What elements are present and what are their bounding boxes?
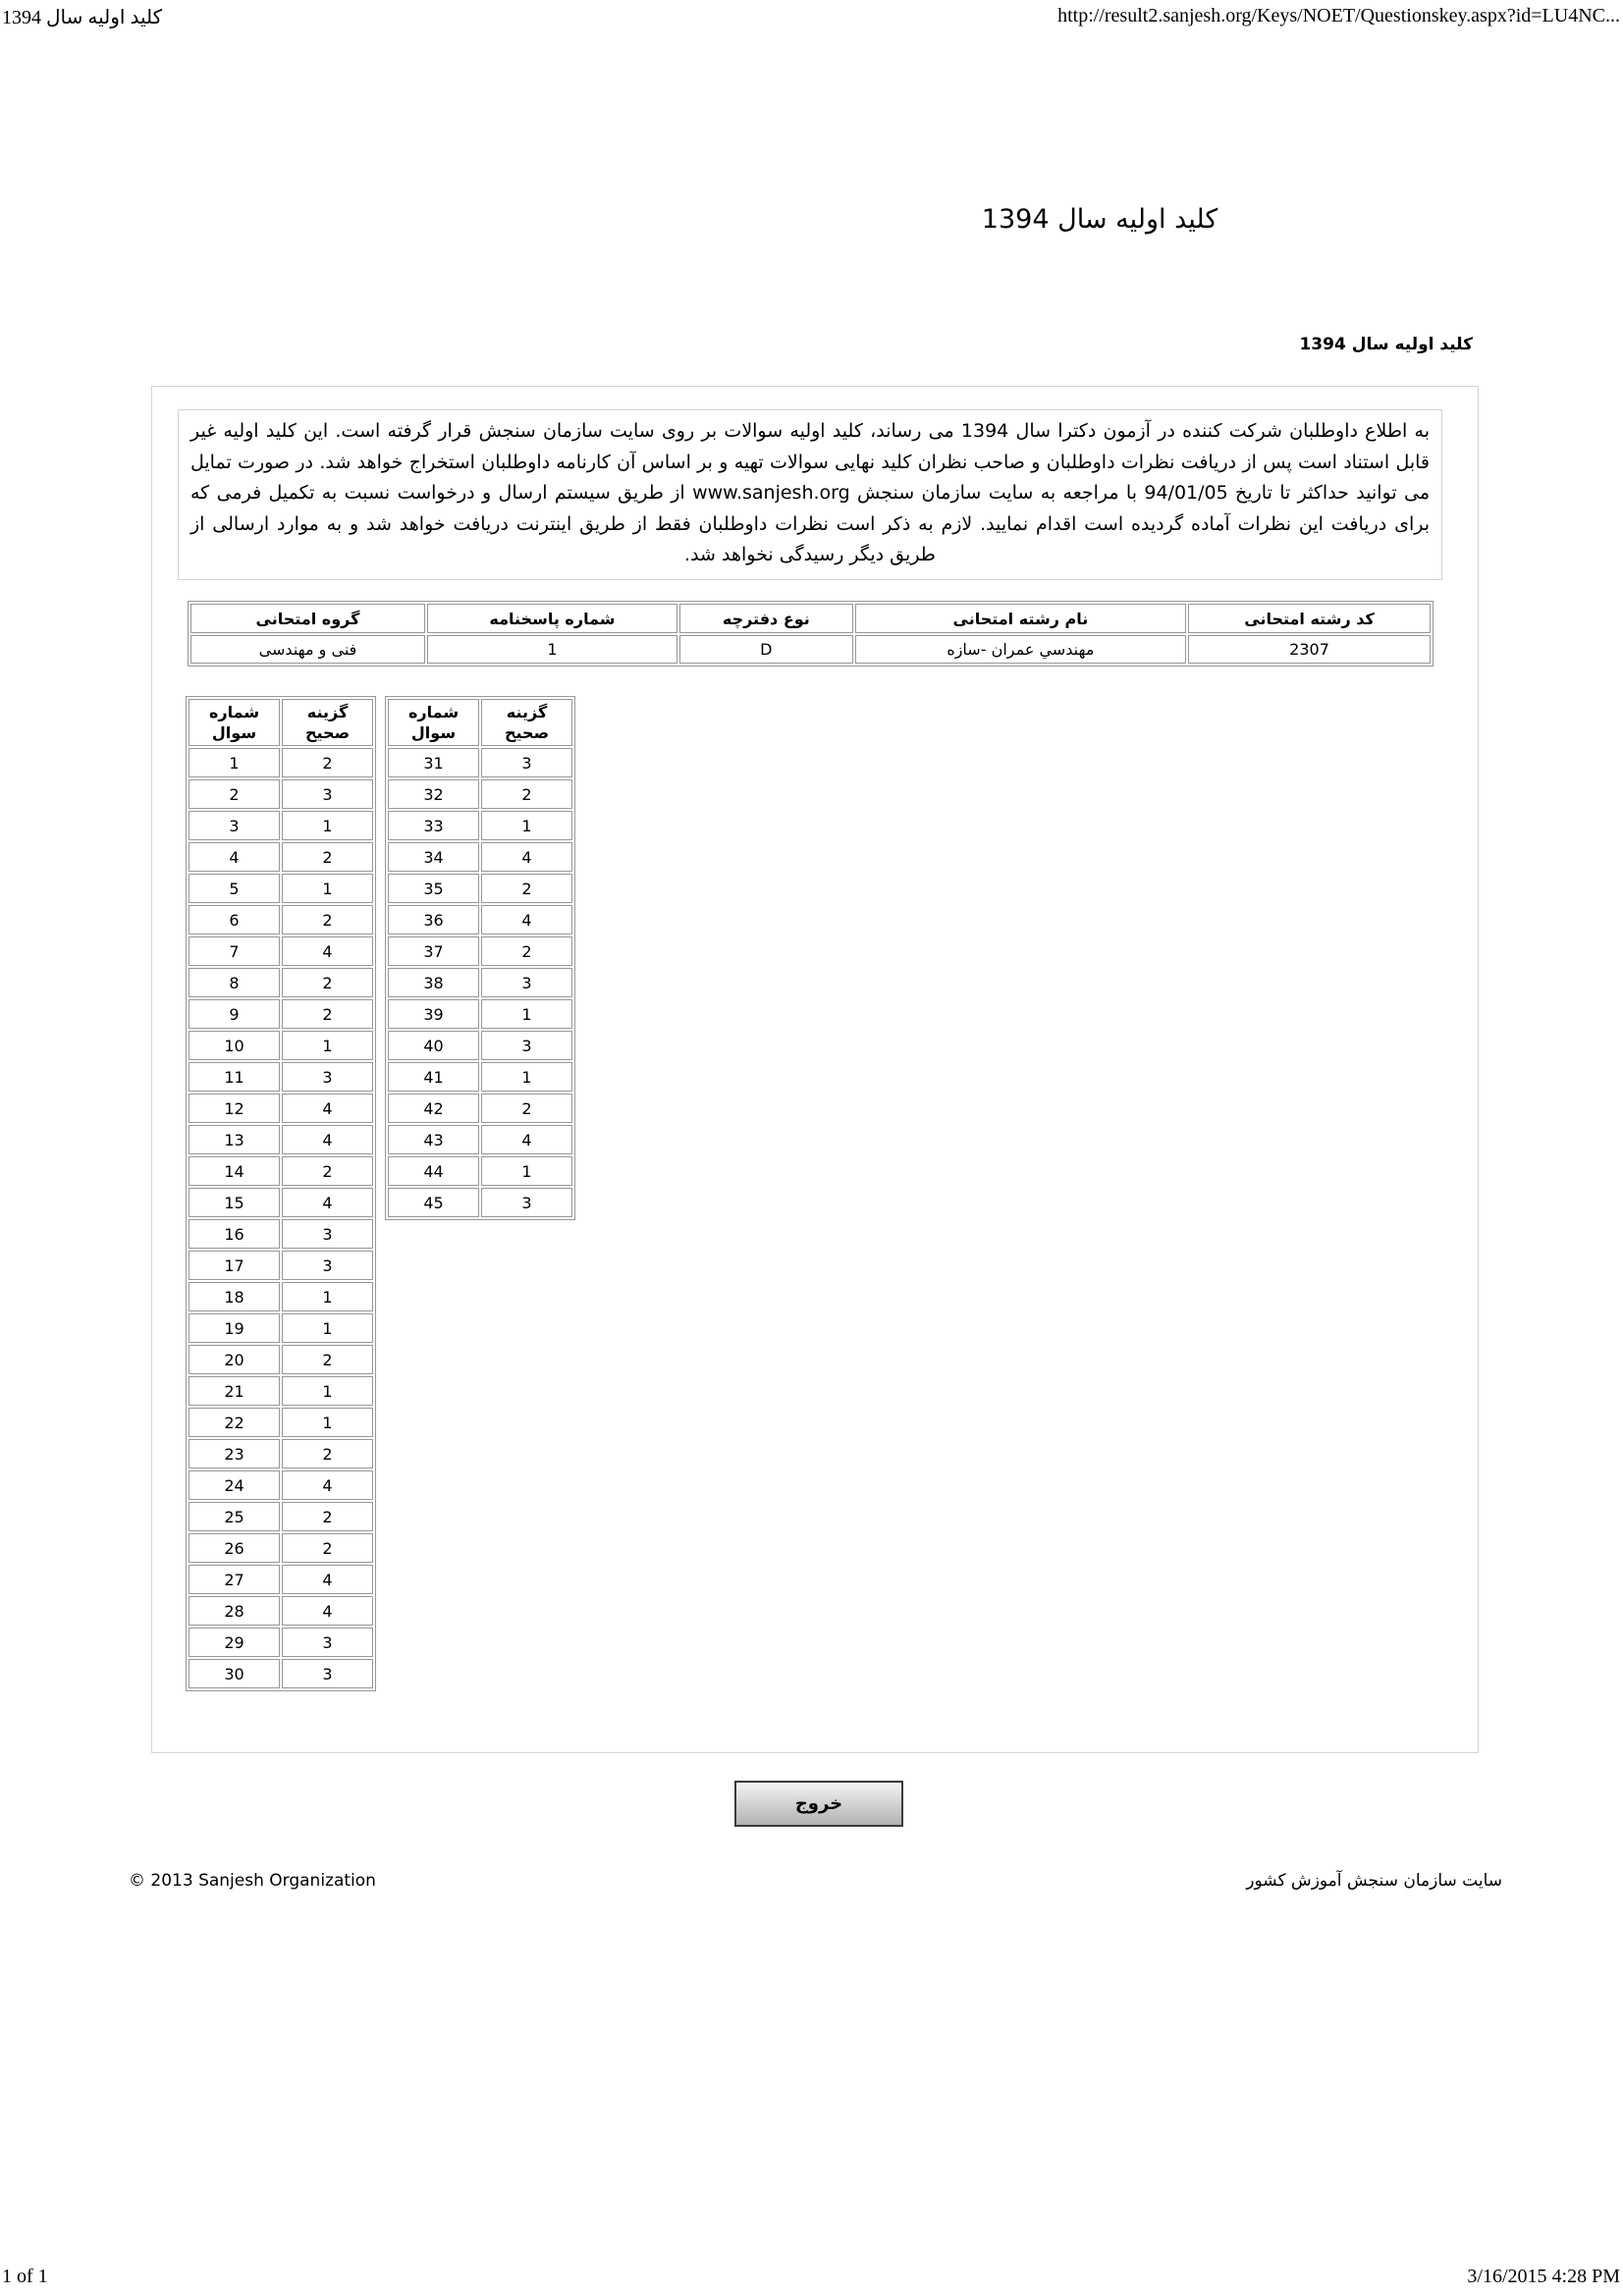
answer-row (388, 1062, 572, 1092)
question-number-cell: 34 (388, 842, 479, 872)
column-correct-option: گزینه صحیح (481, 699, 572, 746)
correct-option-cell: 4 (282, 1596, 373, 1626)
question-number-cell: 13 (189, 1125, 280, 1154)
answer-row (189, 1596, 373, 1626)
correct-option-cell: 2 (282, 905, 373, 934)
correct-option-cell: 2 (282, 1533, 373, 1563)
answer-row (388, 874, 572, 903)
header-sheet-number: شماره پاسخنامه (427, 604, 677, 633)
print-document-title: کلید اولیه سال 1394 (2, 7, 163, 28)
answer-row (388, 748, 572, 777)
answer-row (189, 1282, 373, 1311)
question-number-cell: 42 (388, 1094, 479, 1123)
question-number-cell: 2 (189, 779, 280, 809)
exam-info-row (190, 635, 1431, 664)
correct-option-cell: 4 (282, 1565, 373, 1594)
answer-header-row (189, 699, 373, 746)
question-number-cell: 10 (189, 1031, 280, 1060)
question-number-cell: 38 (388, 968, 479, 997)
answer-row (189, 874, 373, 903)
correct-option-cell: 3 (282, 1659, 373, 1688)
question-number-cell: 43 (388, 1125, 479, 1154)
correct-option-cell: 1 (481, 1156, 572, 1186)
site-name-text: سایت سازمان سنجش آموزش کشور (1246, 1871, 1502, 1891)
header-exam-code: کد رشته امتحانی (1188, 604, 1431, 633)
question-number-cell: 8 (189, 968, 280, 997)
page-title: کلید اولیه سال 1394 (981, 204, 1218, 235)
value-sheet-number: 1 (427, 635, 677, 664)
question-number-cell: 4 (189, 842, 280, 872)
answer-row (189, 1062, 373, 1092)
question-number-cell: 39 (388, 999, 479, 1029)
answer-row (189, 1125, 373, 1154)
exam-info-header-row (190, 604, 1431, 633)
correct-option-cell: 1 (282, 874, 373, 903)
correct-option-cell: 2 (282, 1156, 373, 1186)
question-number-cell: 19 (189, 1313, 280, 1343)
answer-row (189, 905, 373, 934)
correct-option-cell: 4 (282, 936, 373, 966)
correct-option-cell: 3 (481, 1188, 572, 1217)
answer-row (388, 1031, 572, 1060)
answer-row (189, 1156, 373, 1186)
column-question-number: شماره سوال (189, 699, 280, 746)
question-number-cell: 7 (189, 936, 280, 966)
question-number-cell: 30 (189, 1659, 280, 1688)
question-number-cell: 35 (388, 874, 479, 903)
print-document-url: http://result2.sanjesh.org/Keys/NOET/Questionskey.aspx?id=LU4NC... (1057, 5, 1620, 27)
question-number-cell: 28 (189, 1596, 280, 1626)
question-number-cell: 20 (189, 1345, 280, 1374)
correct-option-cell: 1 (481, 1062, 572, 1092)
question-number-cell: 41 (388, 1062, 479, 1092)
value-booklet-type: D (679, 635, 853, 664)
answer-table-2 (385, 696, 575, 1220)
answer-row (189, 811, 373, 840)
question-number-cell: 44 (388, 1156, 479, 1186)
question-number-cell: 23 (189, 1439, 280, 1468)
correct-option-cell: 1 (282, 1408, 373, 1437)
answer-row (189, 1565, 373, 1594)
correct-option-cell: 2 (282, 1502, 373, 1531)
correct-option-cell: 4 (282, 1094, 373, 1123)
correct-option-cell: 2 (481, 936, 572, 966)
correct-option-cell: 1 (481, 811, 572, 840)
column-question-number: شماره سوال (388, 699, 479, 746)
correct-option-cell: 3 (282, 1251, 373, 1280)
value-exam-code: 2307 (1188, 635, 1431, 664)
answer-row (189, 1628, 373, 1657)
question-number-cell: 15 (189, 1188, 280, 1217)
question-number-cell: 3 (189, 811, 280, 840)
correct-option-cell: 4 (481, 842, 572, 872)
question-number-cell: 31 (388, 748, 479, 777)
correct-option-cell: 2 (282, 842, 373, 872)
answer-row (189, 1408, 373, 1437)
answer-row (189, 936, 373, 966)
question-number-cell: 1 (189, 748, 280, 777)
answer-table-1 (186, 696, 376, 1691)
question-number-cell: 40 (388, 1031, 479, 1060)
answer-table-2-body (388, 748, 572, 1217)
question-number-cell: 33 (388, 811, 479, 840)
answer-row (189, 1439, 373, 1468)
answer-row (388, 999, 572, 1029)
answer-row (189, 842, 373, 872)
answer-row (189, 1345, 373, 1374)
answer-row (189, 748, 373, 777)
answer-row (388, 1094, 572, 1123)
answer-table-1-body (189, 748, 373, 1688)
content-panel (151, 386, 1479, 1753)
question-number-cell: 16 (189, 1219, 280, 1249)
answer-header-row (388, 699, 572, 746)
correct-option-cell: 2 (282, 1345, 373, 1374)
answer-row (189, 1470, 373, 1500)
header-major-name: نام رشته امتحانی (855, 604, 1186, 633)
answer-row (388, 811, 572, 840)
header-booklet-type: نوع دفترچه (679, 604, 853, 633)
correct-option-cell: 2 (282, 748, 373, 777)
correct-option-cell: 3 (282, 779, 373, 809)
question-number-cell: 5 (189, 874, 280, 903)
answer-row (189, 1031, 373, 1060)
correct-option-cell: 1 (282, 1376, 373, 1406)
answer-row (388, 936, 572, 966)
answer-row (388, 842, 572, 872)
correct-option-cell: 3 (481, 1031, 572, 1060)
question-number-cell: 24 (189, 1470, 280, 1500)
correct-option-cell: 2 (481, 779, 572, 809)
correct-option-cell: 2 (282, 1439, 373, 1468)
question-number-cell: 17 (189, 1251, 280, 1280)
answer-key-section (186, 696, 575, 1691)
correct-option-cell: 3 (282, 1628, 373, 1657)
question-number-cell: 21 (189, 1376, 280, 1406)
answer-row (388, 1188, 572, 1217)
question-number-cell: 26 (189, 1533, 280, 1563)
answer-row (189, 1094, 373, 1123)
correct-option-cell: 3 (282, 1219, 373, 1249)
answer-row (388, 968, 572, 997)
correct-option-cell: 3 (282, 1062, 373, 1092)
answer-row (388, 1125, 572, 1154)
correct-option-cell: 1 (282, 1282, 373, 1311)
question-number-cell: 11 (189, 1062, 280, 1092)
question-number-cell: 27 (189, 1565, 280, 1594)
correct-option-cell: 4 (481, 905, 572, 934)
answer-row (189, 1188, 373, 1217)
correct-option-cell: 2 (481, 1094, 572, 1123)
question-number-cell: 29 (189, 1628, 280, 1657)
answer-row (189, 1251, 373, 1280)
answer-row (189, 968, 373, 997)
value-exam-group: فنی و مهندسی (190, 635, 425, 664)
answer-row (189, 1659, 373, 1688)
answer-row (189, 1533, 373, 1563)
correct-option-cell: 2 (282, 999, 373, 1029)
correct-option-cell: 1 (481, 999, 572, 1029)
question-number-cell: 6 (189, 905, 280, 934)
question-number-cell: 22 (189, 1408, 280, 1437)
section-title: کلید اولیه سال 1394 (1299, 335, 1473, 354)
answer-row (388, 905, 572, 934)
correct-option-cell: 3 (481, 968, 572, 997)
correct-option-cell: 1 (282, 811, 373, 840)
answer-row (388, 1156, 572, 1186)
correct-option-cell: 4 (282, 1188, 373, 1217)
question-number-cell: 36 (388, 905, 479, 934)
answer-row (189, 779, 373, 809)
question-number-cell: 37 (388, 936, 479, 966)
correct-option-cell: 2 (282, 968, 373, 997)
correct-option-cell: 4 (282, 1470, 373, 1500)
question-number-cell: 12 (189, 1094, 280, 1123)
question-number-cell: 18 (189, 1282, 280, 1311)
correct-option-cell: 1 (282, 1313, 373, 1343)
answer-row (189, 999, 373, 1029)
correct-option-cell: 4 (481, 1125, 572, 1154)
exit-button[interactable]: خروج (734, 1781, 903, 1827)
answer-row (189, 1376, 373, 1406)
correct-option-cell: 3 (481, 748, 572, 777)
correct-option-cell: 1 (282, 1031, 373, 1060)
question-number-cell: 9 (189, 999, 280, 1029)
question-number-cell: 45 (388, 1188, 479, 1217)
value-major-name: مهندسي عمران -سازه (855, 635, 1186, 664)
correct-option-cell: 4 (282, 1125, 373, 1154)
column-correct-option: گزینه صحیح (282, 699, 373, 746)
page-number: 1 of 1 (2, 2266, 48, 2287)
exam-info-table (188, 601, 1434, 667)
print-timestamp: 3/16/2015 4:28 PM (1467, 2266, 1620, 2287)
header-exam-group: گروه امتحانی (190, 604, 425, 633)
correct-option-cell: 2 (481, 874, 572, 903)
answer-row (189, 1219, 373, 1249)
question-number-cell: 25 (189, 1502, 280, 1531)
notice-text: به اطلاع داوطلبان شرکت کننده در آزمون دکترا سال 1394 می رساند، کلید اولیه سوالات بر روی سایت سازمان سنجش قرار گرفته است. این کلید اولیه غیر قابل استناد است پس از دریافت نظرات داوطلبان و صاحب نظران کلید نهایی سوالات تهیه و بر اساس آن کارنامه داوطلبان استخراج خواهد شد. در صورت تمایل می توانید حداکثر تا تاریخ 94/01/05 با مراجعه به سایت سازمان سنجش www.sanjesh.org از طریق سیستم ارسال و درخواست نسبت به تکمیل فرمی که برای دریافت این نظرات آماده گردیده است اقدام نمایید. لازم به ذکر است نظرات داوطلبان فقط از طریق اینترنت دریافت خواهد شد و به موارد ارسالی از طریق دیگر رسیدگی نخواهد شد. (178, 409, 1442, 580)
answer-row (388, 779, 572, 809)
answer-row (189, 1502, 373, 1531)
copyright-text: © 2013 Sanjesh Organization (129, 1871, 376, 1891)
question-number-cell: 32 (388, 779, 479, 809)
question-number-cell: 14 (189, 1156, 280, 1186)
answer-row (189, 1313, 373, 1343)
